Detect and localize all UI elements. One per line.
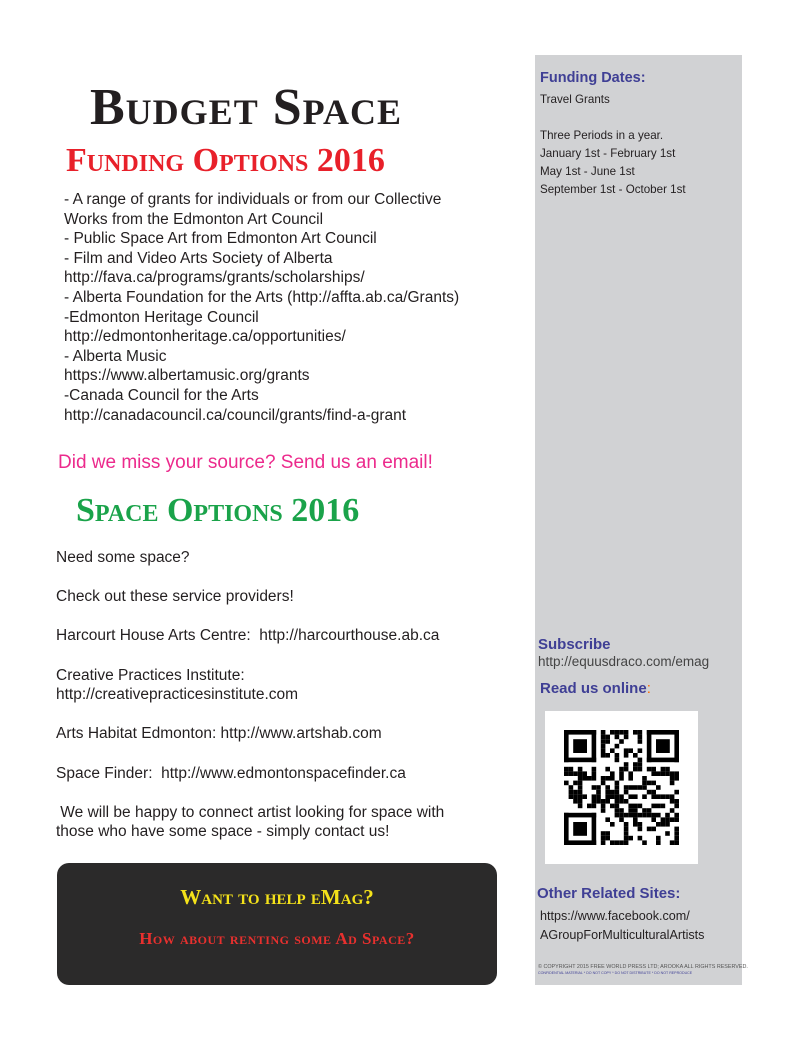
qr-module — [564, 813, 596, 818]
qr-module — [569, 785, 574, 790]
qr-module — [638, 748, 643, 753]
qr-module — [564, 813, 569, 845]
qr-module — [605, 735, 610, 740]
qr-module — [573, 739, 587, 753]
qr-module — [674, 813, 679, 818]
qr-module — [619, 808, 624, 813]
qr-module — [661, 794, 666, 799]
space-paragraph: Arts Habitat Edmonton: http://www.artshab.com — [56, 725, 382, 743]
qr-module — [578, 781, 583, 786]
qr-module — [656, 739, 670, 753]
grant-line: - Film and Video Arts Society of Alberta — [64, 249, 333, 267]
qr-module — [592, 794, 597, 799]
qr-module — [628, 808, 633, 813]
qr-module — [601, 799, 606, 804]
qr-module — [670, 808, 675, 813]
qr-module — [592, 730, 597, 762]
qr-module — [665, 822, 670, 827]
grant-list — [64, 190, 504, 425]
miss-source-callout: Did we miss your source? Send us an email! — [58, 452, 433, 473]
qr-module — [601, 804, 606, 809]
qr-module — [619, 776, 624, 781]
qr-module — [605, 799, 610, 804]
subscribe-link[interactable]: http://equusdraco.com/emag — [538, 654, 710, 669]
qr-module — [624, 762, 629, 767]
qr-module — [615, 785, 620, 790]
qr-module — [605, 739, 610, 744]
qr-module — [573, 799, 578, 804]
qr-module — [670, 776, 675, 781]
qr-module — [628, 804, 633, 809]
grant-line: - A range of grants for individuals or from our Collective — [64, 191, 442, 208]
qr-module — [615, 735, 620, 740]
qr-module — [638, 767, 643, 772]
qr-module — [615, 808, 620, 813]
qr-module — [564, 781, 569, 786]
qr-module — [601, 739, 606, 744]
qr-module — [651, 817, 656, 822]
qr-module — [619, 840, 624, 845]
space-paragraph: Check out these service providers! — [56, 588, 294, 606]
funding-options-heading: Funding Options 2016 — [66, 142, 385, 179]
qr-module — [619, 771, 624, 776]
qr-module — [661, 817, 666, 822]
qr-module — [615, 840, 620, 845]
qr-module — [582, 771, 587, 776]
qr-module — [615, 794, 620, 799]
qr-module — [628, 794, 633, 799]
qr-module — [569, 794, 574, 799]
qr-module — [592, 804, 597, 809]
qr-module — [670, 817, 675, 822]
qr-module — [573, 771, 578, 776]
travel-grants-label: Travel Grants — [540, 93, 610, 106]
qr-module — [674, 836, 679, 841]
space-paragraph: Creative Practices Institute: http://creativepracticesinstitute.com — [56, 666, 299, 704]
qr-module — [633, 813, 638, 818]
facebook-link-line1[interactable]: https://www.facebook.com/ — [540, 909, 690, 923]
qr-module — [638, 822, 643, 827]
qr-module — [615, 753, 620, 758]
qr-module — [642, 840, 647, 845]
qr-module — [665, 813, 670, 818]
qr-module — [615, 790, 620, 795]
qr-module — [610, 822, 615, 827]
qr-module — [605, 776, 610, 781]
qr-module — [610, 794, 615, 799]
qr-module — [642, 785, 647, 790]
qr-module — [619, 813, 624, 818]
qr-module — [610, 840, 615, 845]
funding-dates-heading: Funding Dates: — [540, 70, 646, 86]
qr-module — [601, 748, 606, 753]
qr-module — [615, 730, 620, 735]
space-paragraph: Space Finder: http://www.edmontonspacefinder.ca — [56, 764, 406, 782]
space-options-body — [56, 548, 526, 862]
qr-module — [605, 836, 610, 841]
grant-line: Works from the Edmonton Art Council — [64, 210, 324, 228]
qr-module — [624, 790, 629, 795]
qr-module — [665, 831, 670, 836]
qr-module — [651, 804, 656, 809]
read-online-label: Read us online — [540, 680, 647, 697]
qr-module — [638, 836, 643, 841]
qr-module — [605, 767, 610, 772]
qr-module — [665, 794, 670, 799]
qr-module — [601, 840, 606, 845]
qr-module — [638, 762, 643, 767]
qr-module — [610, 730, 615, 735]
qr-module — [592, 776, 597, 781]
qr-module — [601, 735, 606, 740]
grant-line[interactable]: http://edmontonheritage.ca/opportunities/ — [64, 328, 346, 346]
qr-module — [615, 744, 620, 749]
qr-module — [624, 785, 629, 790]
space-paragraph: We will be happy to connect artist looking for space with those who have some space - simply contact us! — [56, 803, 445, 841]
qr-module — [578, 771, 583, 776]
other-sites-heading: Other Related Sites: — [537, 885, 681, 902]
qr-module — [587, 804, 592, 809]
qr-module — [674, 827, 679, 832]
qr-module — [578, 794, 583, 799]
qr-module — [624, 730, 629, 735]
periods-intro: Three Periods in a year. — [540, 129, 664, 142]
qr-module — [674, 804, 679, 809]
qr-module — [638, 827, 643, 832]
qr-module — [610, 790, 615, 795]
qr-module — [573, 790, 578, 795]
qr-module — [605, 790, 610, 795]
qr-module — [670, 799, 675, 804]
qr-module — [564, 730, 596, 735]
qr-module — [674, 831, 679, 836]
qr-module — [633, 804, 638, 809]
space-paragraph: Need some space? — [56, 549, 190, 566]
qr-module — [642, 794, 647, 799]
qr-module — [592, 785, 597, 790]
subscribe-heading: Subscribe — [538, 636, 611, 653]
grant-line: -Canada Council for the Arts — [64, 386, 259, 404]
qr-module — [578, 767, 583, 772]
qr-module — [596, 799, 601, 804]
qr-module — [564, 758, 596, 763]
qr-module — [670, 840, 675, 845]
qr-module — [656, 804, 661, 809]
qr-module — [615, 813, 620, 818]
qr-module — [601, 776, 606, 781]
qr-module — [633, 785, 638, 790]
facebook-link-line2[interactable]: AGroupForMulticulturalArtists — [540, 928, 705, 942]
ad-banner[interactable] — [57, 863, 497, 985]
qr-module — [582, 776, 587, 781]
period-1: January 1st - February 1st — [540, 147, 676, 160]
period-3: September 1st - October 1st — [540, 183, 686, 196]
qr-module — [615, 804, 620, 809]
qr-module — [665, 771, 670, 776]
read-online-heading — [540, 680, 651, 697]
qr-module — [661, 771, 666, 776]
qr-module — [674, 840, 679, 845]
qr-module — [619, 794, 624, 799]
qr-module — [647, 808, 652, 813]
qr-module — [569, 771, 574, 776]
qr-module — [661, 804, 666, 809]
qr-module — [624, 840, 629, 845]
qr-module — [624, 767, 629, 772]
qr-module — [592, 799, 597, 804]
qr-module — [656, 813, 661, 818]
qr-module — [605, 817, 610, 822]
qr-module — [665, 767, 670, 772]
qr-module — [601, 730, 606, 735]
space-paragraph: Harcourt House Arts Centre: http://harcourthouse.ab.ca — [56, 627, 440, 645]
qr-module — [628, 785, 633, 790]
qr-module — [573, 822, 587, 836]
qr-module — [578, 804, 583, 809]
qr-module — [647, 813, 652, 818]
qr-module — [619, 817, 624, 822]
qr-module — [651, 794, 656, 799]
qr-module — [624, 799, 629, 804]
qr-module — [651, 767, 656, 772]
qr-module — [624, 748, 629, 753]
qr-module — [633, 762, 638, 767]
qr-module — [578, 799, 583, 804]
qr-module — [656, 836, 661, 841]
qr-module — [619, 739, 624, 744]
qr-module — [674, 790, 679, 795]
qr-code-graphic — [545, 711, 698, 864]
qr-module — [601, 781, 606, 786]
grant-line[interactable]: http://canadacouncil.ca/council/grants/find-a-grant — [64, 406, 407, 424]
qr-module — [638, 804, 643, 809]
qr-module — [596, 785, 601, 790]
qr-module — [628, 776, 633, 781]
qr-module — [642, 813, 647, 818]
qr-module — [638, 730, 643, 735]
qr-module — [674, 799, 679, 804]
qr-module — [638, 785, 643, 790]
qr-module — [665, 817, 670, 822]
qr-module — [605, 785, 610, 790]
qr-module — [656, 822, 661, 827]
qr-module — [674, 771, 679, 776]
space-options-heading: Space Options 2016 — [76, 492, 360, 529]
qr-module — [638, 813, 643, 818]
qr-module — [605, 831, 610, 836]
qr-module — [582, 794, 587, 799]
grant-line[interactable]: - Alberta Foundation for the Arts (http://affta.ab.ca/Grants) — [64, 288, 460, 306]
qr-module — [661, 767, 666, 772]
qr-module — [642, 781, 647, 786]
qr-module — [651, 790, 656, 795]
qr-module — [642, 808, 647, 813]
qr-module — [564, 771, 569, 776]
qr-module — [610, 771, 615, 776]
qr-module — [633, 822, 638, 827]
qr-module — [633, 794, 638, 799]
qr-module — [674, 776, 679, 781]
grant-line[interactable]: https://www.albertamusic.org/grants — [64, 367, 310, 385]
qr-module — [564, 840, 596, 845]
qr-module — [633, 808, 638, 813]
grant-line[interactable]: http://fava.ca/programs/grants/scholarships/ — [64, 269, 365, 287]
qr-module — [610, 804, 615, 809]
qr-module — [569, 790, 574, 795]
qr-module — [651, 781, 656, 786]
qr-module — [633, 817, 638, 822]
qr-module — [647, 730, 679, 735]
qr-module — [656, 840, 661, 845]
qr-module — [656, 785, 661, 790]
qr-module — [619, 799, 624, 804]
period-2: May 1st - June 1st — [540, 165, 635, 178]
qr-module — [615, 758, 620, 763]
qr-module — [573, 781, 578, 786]
confidential-note: CONFIDENTIAL MATERIAL * DO NOT COPY * DO NOT DISTRIBUTE * DO NOT REPRODUCE — [538, 971, 693, 975]
page-title: Budget Space — [90, 79, 402, 136]
grant-line: - Public Space Art from Edmonton Art Council — [64, 230, 377, 248]
qr-module — [587, 776, 592, 781]
grant-line: - Alberta Music — [64, 347, 167, 365]
qr-module — [601, 836, 606, 841]
qr-module — [670, 781, 675, 786]
qr-module — [624, 735, 629, 740]
qr-module — [638, 735, 643, 740]
qr-module — [628, 748, 633, 753]
qr-module — [610, 776, 615, 781]
qr-module — [647, 767, 652, 772]
qr-module — [674, 817, 679, 822]
qr-module — [601, 808, 606, 813]
qr-module — [633, 753, 638, 758]
qr-module — [624, 827, 629, 832]
qr-module — [674, 730, 679, 762]
qr-module — [647, 730, 652, 762]
qr-module — [624, 753, 629, 758]
qr-module — [601, 831, 606, 836]
qr-module — [592, 767, 597, 772]
qr-module — [661, 822, 666, 827]
qr-module — [615, 781, 620, 786]
qr-module — [656, 794, 661, 799]
qr-module — [651, 827, 656, 832]
qr-module — [578, 785, 583, 790]
qr-module — [596, 794, 601, 799]
qr-module — [601, 744, 606, 749]
qr-module — [633, 730, 638, 735]
qr-module — [647, 781, 652, 786]
qr-module — [647, 758, 679, 763]
qr-module — [564, 730, 569, 762]
qr-module — [578, 790, 583, 795]
ad-subline: How about renting some Ad Space? — [139, 929, 415, 948]
qr-module — [670, 794, 675, 799]
qr-module — [592, 813, 597, 845]
qr-module — [638, 739, 643, 744]
qr-module — [651, 813, 656, 818]
grant-line: -Edmonton Heritage Council — [64, 308, 259, 326]
qr-module — [564, 767, 569, 772]
qr-module — [592, 771, 597, 776]
qr-module — [628, 813, 633, 818]
qr-module — [624, 822, 629, 827]
qr-module — [628, 836, 633, 841]
qr-module — [615, 799, 620, 804]
qr-module — [605, 794, 610, 799]
read-online-colon: : — [646, 680, 651, 697]
qr-module — [638, 758, 643, 763]
qr-module — [628, 771, 633, 776]
qr-module — [624, 813, 629, 818]
ad-headline: Want to help eMag? — [180, 885, 374, 909]
copyright-notice: © COPYRIGHT 2015 FREE WORLD PRESS LTD; AROOKA ALL RIGHTS RESERVED. — [538, 964, 748, 970]
qr-module — [596, 790, 601, 795]
qr-module — [670, 771, 675, 776]
qr-module — [624, 831, 629, 836]
qr-module — [610, 748, 615, 753]
qr-module — [578, 776, 583, 781]
qr-module — [656, 771, 661, 776]
qr-module — [647, 827, 652, 832]
qr-module — [624, 836, 629, 841]
qr-module — [601, 753, 606, 758]
qr-module — [573, 794, 578, 799]
qr-module — [647, 790, 652, 795]
qr-module — [619, 767, 624, 772]
qr-code-icon[interactable] — [545, 711, 698, 864]
qr-module — [569, 767, 574, 772]
qr-module — [651, 771, 656, 776]
qr-module — [633, 767, 638, 772]
qr-module — [605, 753, 610, 758]
qr-module — [619, 730, 624, 735]
qr-module — [642, 776, 647, 781]
